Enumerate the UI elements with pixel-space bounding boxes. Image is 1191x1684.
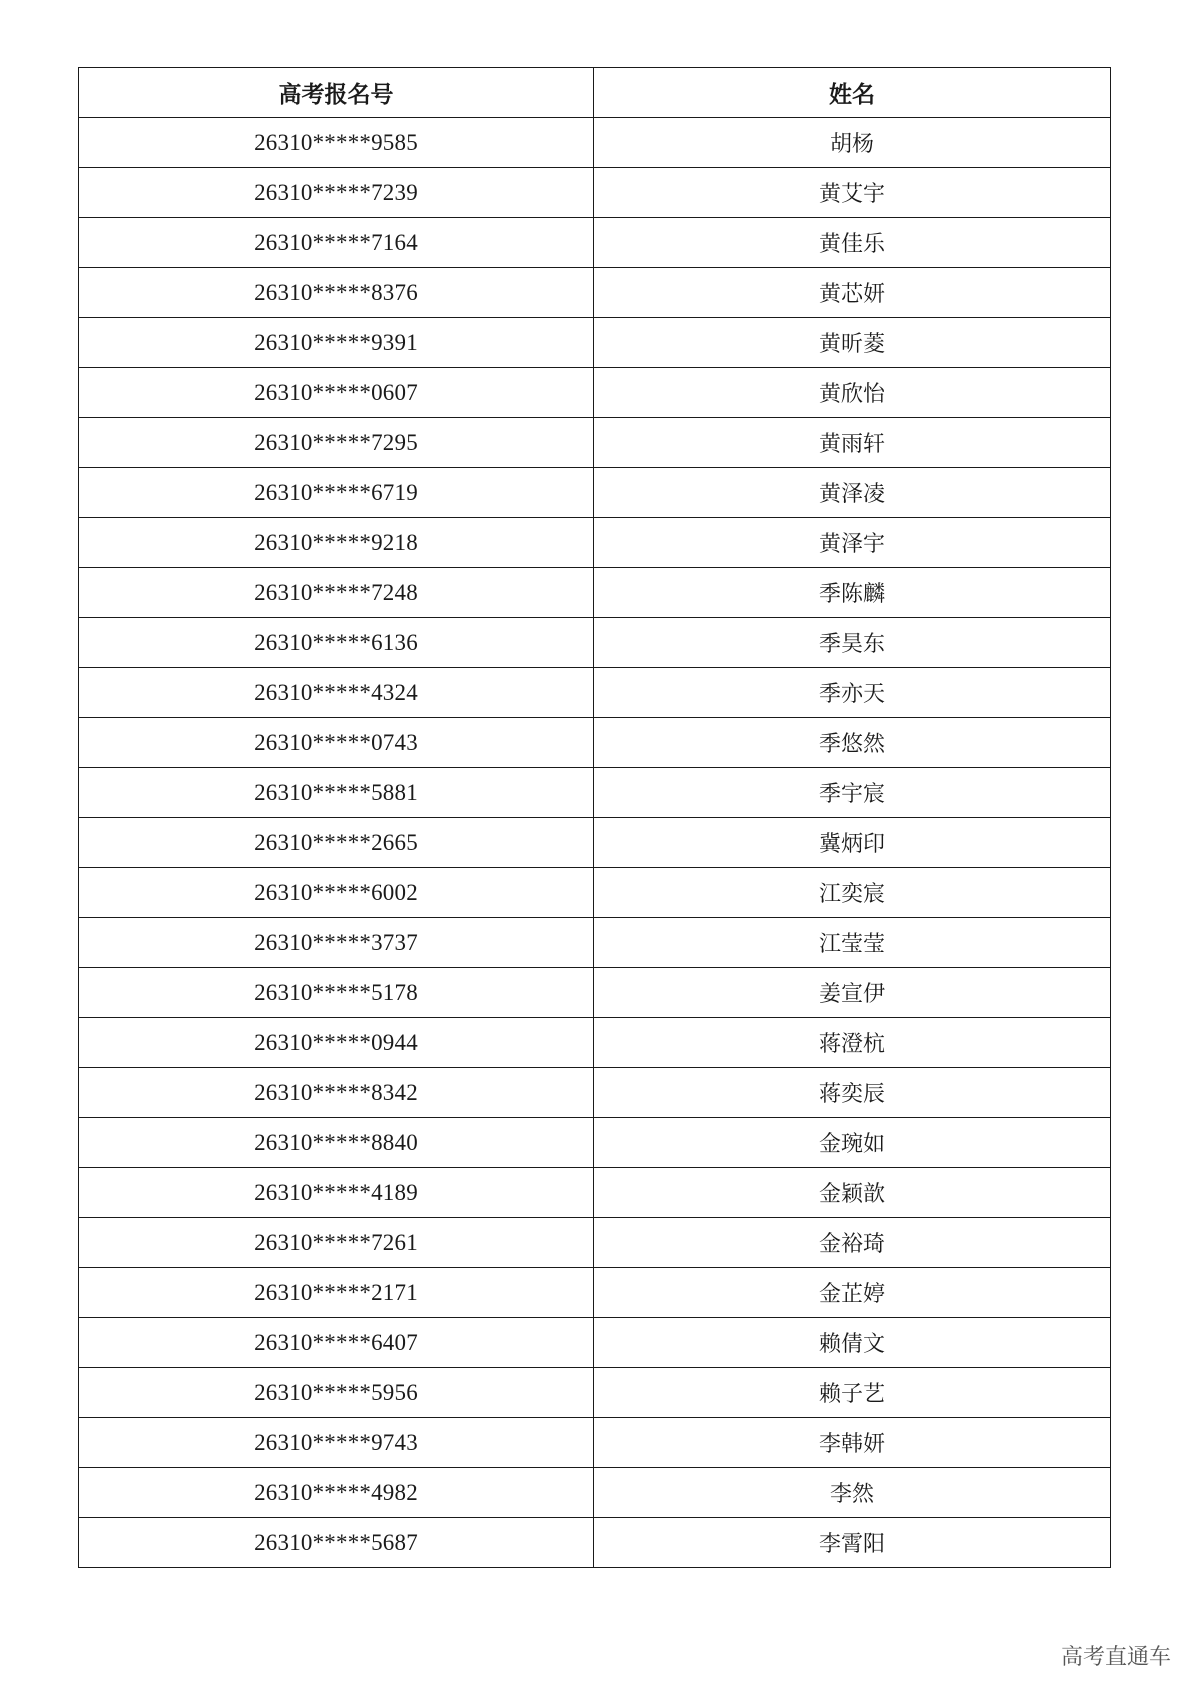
student-name-cell: 赖子艺: [594, 1368, 1111, 1418]
table-row: [79, 1368, 1111, 1418]
table-row: [79, 218, 1111, 268]
table-body: [79, 118, 1111, 1568]
student-name-cell: 季陈麟: [594, 568, 1111, 618]
table-row: [79, 1318, 1111, 1368]
table-row: [79, 1418, 1111, 1468]
registration-number-cell: 26310*****6002: [79, 868, 594, 918]
student-name-cell: 李韩妍: [594, 1418, 1111, 1468]
student-name-cell: 姜宣伊: [594, 968, 1111, 1018]
table-row: [79, 668, 1111, 718]
student-name-cell: 黄泽宇: [594, 518, 1111, 568]
registration-number-cell: 26310*****4324: [79, 668, 594, 718]
registration-number-cell: 26310*****9743: [79, 1418, 594, 1468]
table-row: [79, 618, 1111, 668]
student-name-cell: 金颖歆: [594, 1168, 1111, 1218]
registration-number-cell: 26310*****9585: [79, 118, 594, 168]
table-row: [79, 968, 1111, 1018]
registration-number-cell: 26310*****2171: [79, 1268, 594, 1318]
table-row: [79, 1068, 1111, 1118]
student-name-cell: 金芷婷: [594, 1268, 1111, 1318]
table-row: [79, 568, 1111, 618]
registration-number-cell: 26310*****7164: [79, 218, 594, 268]
registration-number-cell: 26310*****8840: [79, 1118, 594, 1168]
student-name-cell: 蒋澄杭: [594, 1018, 1111, 1068]
table-row: [79, 1018, 1111, 1068]
table-row: [79, 818, 1111, 868]
registration-number-cell: 26310*****5687: [79, 1518, 594, 1568]
table-row: [79, 1468, 1111, 1518]
student-name-cell: 江莹莹: [594, 918, 1111, 968]
student-name-cell: 黄昕菱: [594, 318, 1111, 368]
table-row: [79, 1218, 1111, 1268]
student-name-cell: 胡杨: [594, 118, 1111, 168]
registration-number-cell: 26310*****7248: [79, 568, 594, 618]
registration-number-cell: 26310*****7239: [79, 168, 594, 218]
student-name-cell: 黄雨轩: [594, 418, 1111, 468]
registration-number-cell: 26310*****9218: [79, 518, 594, 568]
student-name-cell: 赖倩文: [594, 1318, 1111, 1368]
student-name-cell: 季昊东: [594, 618, 1111, 668]
registration-number-cell: 26310*****6719: [79, 468, 594, 518]
student-name-cell: 冀炳印: [594, 818, 1111, 868]
registration-number-cell: 26310*****7261: [79, 1218, 594, 1268]
table-row: [79, 1518, 1111, 1568]
registration-number-cell: 26310*****0944: [79, 1018, 594, 1068]
registration-number-cell: 26310*****5956: [79, 1368, 594, 1418]
student-name-cell: 李然: [594, 1468, 1111, 1518]
registration-number-cell: 26310*****8342: [79, 1068, 594, 1118]
student-roster-table: [78, 67, 1111, 1568]
student-name-cell: 黄芯妍: [594, 268, 1111, 318]
registration-number-cell: 26310*****9391: [79, 318, 594, 368]
table-header-row: [79, 68, 1111, 118]
column-header-name: 姓名: [594, 68, 1111, 118]
student-name-cell: 蒋奕辰: [594, 1068, 1111, 1118]
registration-number-cell: 26310*****6407: [79, 1318, 594, 1368]
registration-number-cell: 26310*****0607: [79, 368, 594, 418]
table-row: [79, 768, 1111, 818]
registration-number-cell: 26310*****4189: [79, 1168, 594, 1218]
table-row: [79, 718, 1111, 768]
table-row: [79, 318, 1111, 368]
table-row: [79, 468, 1111, 518]
student-name-cell: 李霄阳: [594, 1518, 1111, 1568]
table-row: [79, 368, 1111, 418]
student-name-cell: 金裕琦: [594, 1218, 1111, 1268]
student-name-cell: 季亦天: [594, 668, 1111, 718]
table-row: [79, 868, 1111, 918]
student-name-cell: 金琬如: [594, 1118, 1111, 1168]
table-row: [79, 118, 1111, 168]
student-name-cell: 季宇宸: [594, 768, 1111, 818]
student-name-cell: 江奕宸: [594, 868, 1111, 918]
table-row: [79, 1268, 1111, 1318]
registration-number-cell: 26310*****5178: [79, 968, 594, 1018]
table-row: [79, 1168, 1111, 1218]
registration-number-cell: 26310*****6136: [79, 618, 594, 668]
student-name-cell: 黄欣怡: [594, 368, 1111, 418]
student-name-cell: 黄泽凌: [594, 468, 1111, 518]
column-header-registration-number: 高考报名号: [79, 68, 594, 118]
registration-number-cell: 26310*****7295: [79, 418, 594, 468]
watermark-text: 高考直通车: [1060, 1645, 1171, 1670]
table-row: [79, 168, 1111, 218]
student-name-cell: 黄艾宇: [594, 168, 1111, 218]
registration-number-cell: 26310*****5881: [79, 768, 594, 818]
registration-number-cell: 26310*****4982: [79, 1468, 594, 1518]
table-row: [79, 268, 1111, 318]
registration-number-cell: 26310*****8376: [79, 268, 594, 318]
table-row: [79, 518, 1111, 568]
table-row: [79, 418, 1111, 468]
student-name-cell: 黄佳乐: [594, 218, 1111, 268]
registration-number-cell: 26310*****2665: [79, 818, 594, 868]
registration-number-cell: 26310*****0743: [79, 718, 594, 768]
registration-number-cell: 26310*****3737: [79, 918, 594, 968]
student-name-cell: 季悠然: [594, 718, 1111, 768]
table-row: [79, 918, 1111, 968]
table-row: [79, 1118, 1111, 1168]
